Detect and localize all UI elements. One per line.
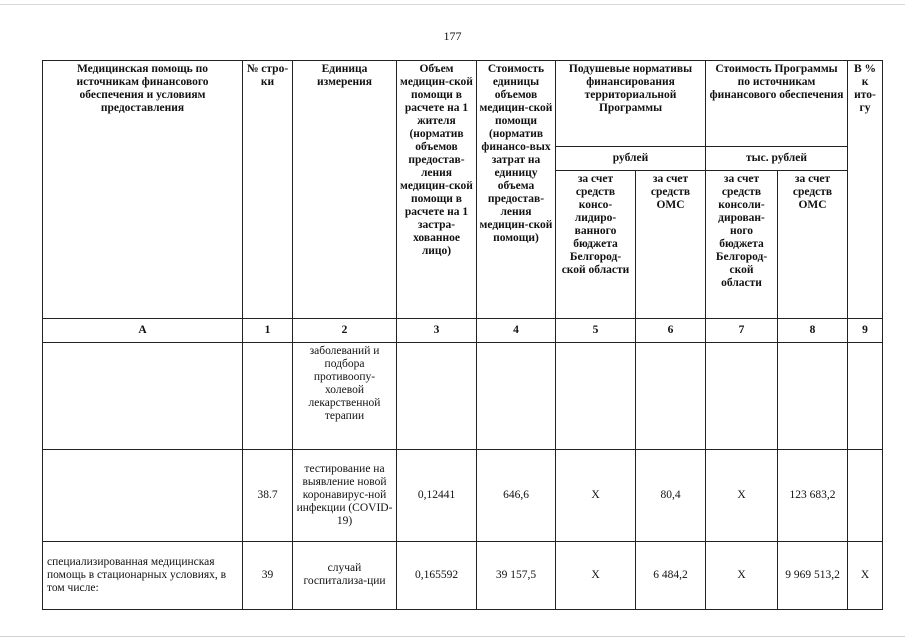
row-unit: случай госпитализа-ции bbox=[293, 541, 397, 609]
header-unit-rubles: рублей bbox=[556, 147, 706, 171]
header-budget-total: за счет средств консоли-дирован-ного бюджета Белгород-ской области bbox=[706, 171, 778, 319]
header-unit-thousand-rubles: тыс. рублей bbox=[706, 147, 848, 171]
row-percent: Х bbox=[848, 541, 883, 609]
header-row-number: № стро-ки bbox=[243, 61, 293, 319]
index-cell: 2 bbox=[293, 319, 397, 343]
row-oms-total: 123 683,2 bbox=[778, 449, 848, 541]
header-per-capita-norms: Подушевые нормативы финансирования территориальной Программы bbox=[556, 61, 706, 147]
index-cell: 5 bbox=[556, 319, 636, 343]
row-cost: 39 157,5 bbox=[477, 541, 556, 609]
index-cell: 8 bbox=[778, 319, 848, 343]
row-volume bbox=[397, 343, 477, 449]
column-index-row bbox=[43, 319, 883, 343]
row-unit: тестирование на выявление новой коронавирус-ной инфекции (COVID-19) bbox=[293, 449, 397, 541]
row-medical-care: специализированная медицинская помощь в стационарных условиях, в том числе: bbox=[43, 541, 243, 609]
index-cell: 4 bbox=[477, 319, 556, 343]
row-oms-total: 9 969 513,2 bbox=[778, 541, 848, 609]
scan-bottom-edge bbox=[0, 636, 905, 637]
row-budget-total: Х bbox=[706, 449, 778, 541]
header-volume: Объем медицин-ской помощи в расчете на 1 жителя (норматив объемов предостав-ления медицин-ской помощи в расчете на 1 застра-хованное лицо) bbox=[397, 61, 477, 319]
row-budget-per-capita: Х bbox=[556, 541, 636, 609]
row-volume: 0,12441 bbox=[397, 449, 477, 541]
row-oms-total bbox=[778, 343, 848, 449]
row-budget-total bbox=[706, 343, 778, 449]
row-cost: 646,6 bbox=[477, 449, 556, 541]
row-unit: заболеваний и подбора противоопу-холевой лекарственной терапии bbox=[293, 343, 397, 449]
page-number: 177 bbox=[443, 29, 462, 43]
row-cost bbox=[477, 343, 556, 449]
row-budget-per-capita bbox=[556, 343, 636, 449]
table-row bbox=[43, 343, 883, 449]
header-percent: В % к ито-гу bbox=[848, 61, 883, 319]
scan-top-edge bbox=[0, 4, 905, 5]
index-cell: 7 bbox=[706, 319, 778, 343]
row-number: 38.7 bbox=[243, 449, 293, 541]
row-medical-care bbox=[43, 449, 243, 541]
header-oms-per-capita: за счет средств ОМС bbox=[636, 171, 706, 319]
index-cell: А bbox=[43, 319, 243, 343]
row-volume: 0,165592 bbox=[397, 541, 477, 609]
row-number: 39 bbox=[243, 541, 293, 609]
table-row bbox=[43, 449, 883, 541]
index-cell: 6 bbox=[636, 319, 706, 343]
header-oms-total: за счет средств ОМС bbox=[778, 171, 848, 319]
row-number bbox=[243, 343, 293, 449]
header-unit: Единица измерения bbox=[293, 61, 397, 319]
row-budget-total: Х bbox=[706, 541, 778, 609]
row-budget-per-capita: Х bbox=[556, 449, 636, 541]
header-medical-care: Медицинская помощь по источникам финансового обеспечения и условиям предоставления bbox=[43, 61, 243, 319]
row-oms-per-capita: 80,4 bbox=[636, 449, 706, 541]
row-percent bbox=[848, 449, 883, 541]
index-cell: 9 bbox=[848, 319, 883, 343]
table-row bbox=[43, 541, 883, 609]
financing-table bbox=[42, 60, 883, 610]
index-cell: 3 bbox=[397, 319, 477, 343]
header-program-cost: Стоимость Программы по источникам финансового обеспечения bbox=[706, 61, 848, 147]
header-unit-cost: Стоимость единицы объемов медицин-ской помощи (норматив финансо-вых затрат на единицу объема предостав-ления медицин-ской помощи) bbox=[477, 61, 556, 319]
row-oms-per-capita bbox=[636, 343, 706, 449]
header-budget-per-capita: за счет средств консо-лидиро-ванного бюджета Белгород-ской области bbox=[556, 171, 636, 319]
row-medical-care bbox=[43, 343, 243, 449]
index-cell: 1 bbox=[243, 319, 293, 343]
row-percent bbox=[848, 343, 883, 449]
row-oms-per-capita: 6 484,2 bbox=[636, 541, 706, 609]
